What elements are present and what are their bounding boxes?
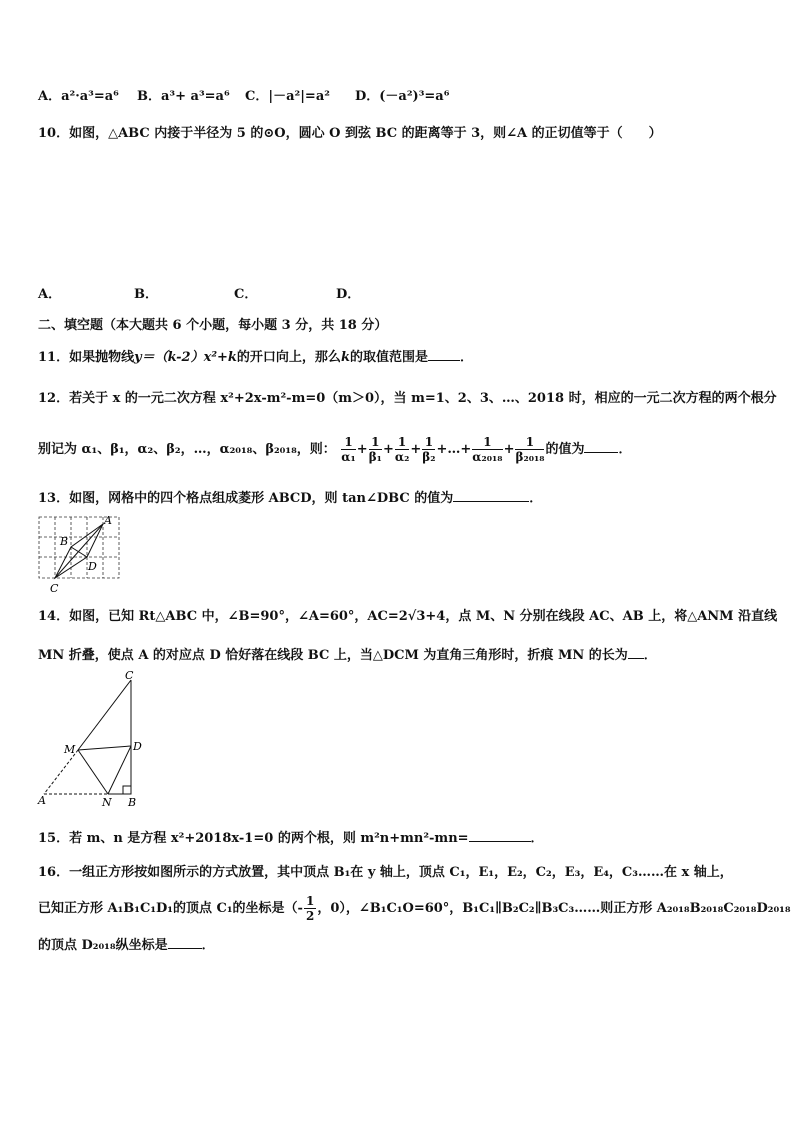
- answer-blank: [469, 829, 531, 842]
- q9-option-c: [245, 88, 330, 106]
- q11-post: 的开口向上，那么: [236, 350, 341, 365]
- q12-line2: 别记为 α₁、β₁，α₂、β₂，…，α₂₀₁₈、β₂₀₁₈，则： $\frac{1}{\text{α₁}}$ + $\frac{1}{\text{β₁}}$ + $\frac{1}{\text{α₂}}$ + $\frac{1}{\text{β₂}}$ +…+ $\frac{1}{\text{α₂₀₁₈}}$ + $\frac{1}{\text{β₂₀₁₈}}$ 的值为 ．: [38, 435, 632, 464]
- q14-end: ．: [643, 648, 657, 663]
- q11-end: ．: [459, 350, 473, 365]
- label-c: C: [50, 582, 59, 594]
- q14-line2-body: MN 折叠，使点 A 的对应点 D 恰好落在线段 BC 上，当△DCM 为直角三角形时，折痕 MN 的长为: [38, 648, 628, 663]
- option-expr: a³+ a³=a⁶: [161, 89, 230, 104]
- q11-pre: 11．如果抛物线: [38, 350, 135, 365]
- fraction-num: 1: [341, 435, 356, 450]
- q14-triangle-figure: [36, 668, 146, 810]
- answer-blank: [628, 646, 644, 659]
- label-a: A: [38, 794, 46, 807]
- fraction-num: 1: [369, 435, 382, 450]
- q15-end: ．: [530, 831, 544, 846]
- fraction: [515, 435, 544, 464]
- q10-option-a: A．: [38, 287, 62, 302]
- label-d: D: [133, 740, 142, 753]
- fraction: [472, 435, 502, 464]
- q15-text: [38, 829, 544, 848]
- ellipsis: …: [447, 442, 461, 457]
- option-label: A．: [38, 89, 62, 104]
- fraction-den: α₂₀₁₈: [472, 450, 503, 464]
- q16-line2-pre: 已知正方形 A₁B₁C₁D₁的顶点 C₁的坐标是（-: [38, 901, 303, 916]
- label-b: B: [128, 796, 137, 809]
- option-expr: |－a²|=a²: [268, 89, 330, 104]
- fraction-num: 1: [305, 894, 315, 908]
- fraction-den: β₂₀₁₈: [515, 450, 545, 464]
- label-m: M: [64, 743, 76, 756]
- fraction-den: α₂: [394, 450, 410, 464]
- q11-post2: 的取值范围是: [349, 350, 428, 365]
- label-d: D: [88, 560, 97, 573]
- q13-rhombus-figure: [36, 512, 126, 594]
- fraction-den: β₂: [422, 450, 436, 464]
- q10-option-d: D．: [336, 287, 361, 302]
- q11-text: [38, 348, 473, 367]
- option-expr: (－a²)³=a⁶: [379, 89, 450, 104]
- q9-option-b: [137, 88, 230, 106]
- q12-line1: 12．若关于 x 的一元二次方程 x²+2x-m²-m=0（m＞0），当 m=1、2、3、…、2018 时，相应的一元二次方程的两个根分: [38, 391, 777, 406]
- answer-blank: [168, 936, 202, 949]
- q12-end: ．: [618, 442, 632, 457]
- q13-text: [38, 489, 542, 508]
- triangle-solid: [78, 680, 131, 794]
- q11-expr: y＝（k-2）x²+k: [134, 350, 237, 365]
- fraction-den: 2: [305, 909, 315, 923]
- q16-line2: [38, 892, 791, 926]
- fraction: [369, 435, 382, 464]
- section-heading: 二、填空题（本大题共 6 个小题，每小题 3 分，共 18 分）: [38, 318, 388, 333]
- option-expr: a²·a³=a⁶: [61, 89, 119, 104]
- q16-end: ．: [201, 938, 215, 953]
- q10-option-b: B．: [134, 287, 158, 302]
- answer-blank: [584, 440, 618, 453]
- fold-dashed: [44, 750, 108, 794]
- q10-option-c: C．: [234, 287, 258, 302]
- fraction-num: 1: [395, 435, 410, 450]
- label-n: N: [102, 796, 112, 809]
- q14-line1: 14．如图，已知 Rt△ABC 中，∠B=90°，∠A=60°，AC=2√3+4，点 M、N 分别在线段 AC、AB 上，将△ANM 沿直线: [38, 609, 778, 624]
- fraction-num: 1: [422, 435, 435, 450]
- fraction-num: 1: [472, 435, 502, 450]
- q15-body: 15．若 m、n 是方程 x²+2018x-1=0 的两个根，则 m²n+mn²-mn=: [38, 831, 469, 846]
- q16-line1: 16．一组正方形按如图所示的方式放置，其中顶点 B₁在 y 轴上，顶点 C₁，E₁，E₂，C₂，E₃，E₄，C₃……在 x 轴上，: [38, 865, 733, 880]
- label-b: B: [60, 535, 69, 548]
- q11-var: k: [340, 350, 350, 365]
- q10-text: 10．如图，△ABC 内接于半径为 5 的⊙O，圆心 O 到弦 BC 的距离等于 3，则∠A 的正切值等于（ ）: [38, 126, 662, 141]
- fraction: [341, 435, 356, 464]
- fraction-den: β₁: [368, 450, 382, 464]
- option-label: C．: [245, 89, 269, 104]
- fraction: [395, 435, 410, 464]
- q14-line2: [38, 646, 657, 665]
- label-a: A: [104, 514, 112, 527]
- option-label: B．: [137, 89, 161, 104]
- q9-option-a: [38, 88, 119, 106]
- fraction: [304, 894, 316, 923]
- answer-blank: [453, 489, 529, 502]
- q13-end: ．: [529, 491, 543, 506]
- q12-line2-post: 的值为: [545, 442, 585, 457]
- fraction-den: α₁: [341, 450, 356, 464]
- option-label: D．: [355, 89, 380, 104]
- label-c: C: [125, 669, 134, 682]
- q16-line3: [38, 936, 215, 955]
- fraction-num: 1: [515, 435, 544, 450]
- q12-line2-pre: 别记为 α₁、β₁，α₂、β₂，…，α₂₀₁₈、β₂₀₁₈，则：: [38, 442, 336, 457]
- answer-blank: [428, 348, 460, 361]
- q13-body: 13．如图，网格中的四个格点组成菱形 ABCD，则 tan∠DBC 的值为: [38, 491, 454, 506]
- q9-option-d: [355, 88, 449, 106]
- q16-line3-body: 的顶点 D₂₀₁₈纵坐标是: [38, 938, 168, 953]
- fraction: [422, 435, 435, 464]
- q16-line2-post: ，0），∠B₁C₁O=60°，B₁C₁∥B₂C₂∥B₃C₃……则正方形 A₂₀₁₈B₂₀₁₈C₂₀₁₈D₂₀₁₈: [317, 901, 791, 916]
